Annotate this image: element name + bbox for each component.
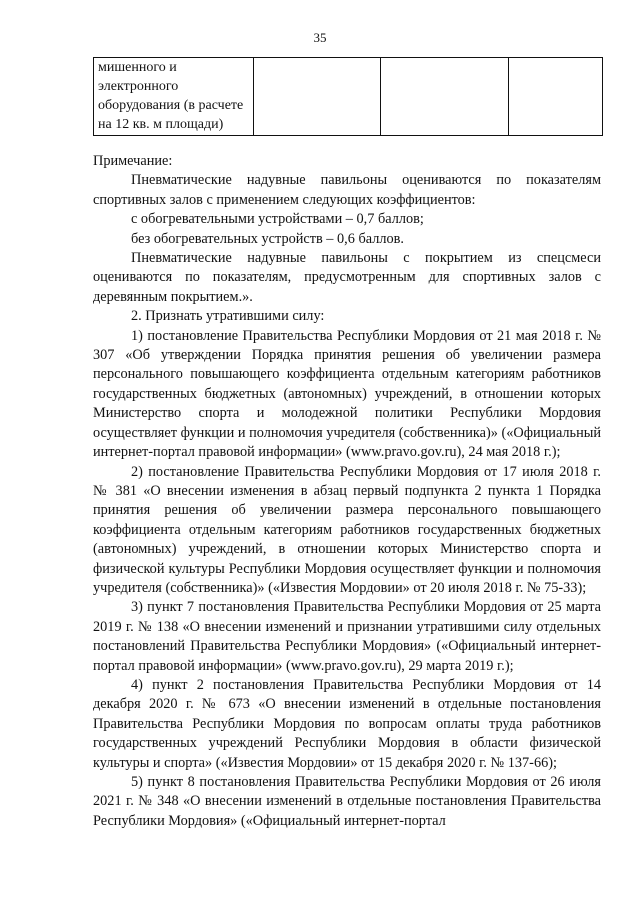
section-heading: 2. Признать утратившими силу: — [131, 308, 325, 325]
document-body — [93, 152, 601, 831]
table-row — [94, 58, 603, 136]
paragraph: с обогревательными устройствами – 0,7 баллов; — [131, 211, 424, 228]
continued-table — [93, 57, 603, 136]
paragraph: без обогревательных устройств – 0,6 баллов. — [131, 230, 404, 247]
paragraph: Пневматические надувные павильоны оцениваются по показателям спортивных залов с применением следующих коэффициентов: — [93, 172, 601, 208]
page-number: 35 — [313, 30, 327, 45]
list-item: 5) пункт 8 постановления Правительства Республики Мордовия от 26 июля 2021 г. № 348 «О внесении изменений в отдельные постановления Правительства Республики Мордовия» («Официальный интернет-портал — [93, 774, 601, 829]
list-item: 2) постановление Правительства Республики Мордовия от 17 июля 2018 г. № 381 «О внесении изменения в абзац первый подпункта 2 пункта 1 Порядка принятия решения об увеличении размера персонального повышающего коэффициента отдельным категориям работников государственных бюджетных (автономных) учреждений, в отношении которых Министерство спорта и физической культуры Республики Мордовия осуществляет функции и полномочия учредителя (собственника)» («Известия Мордовии» от 20 июля 2018 г. № 75-33); — [93, 463, 601, 596]
list-item: 4) пункт 2 постановления Правительства Республики Мордовия от 14 декабря 2020 г. № 673 «О внесении изменений в отдельные постановления Правительства Республики Мордовия по вопросам оплаты труда работников государственных учреждений Республики Мордовия в области физической культуры и спорта» («Известия Мордовии» от 15 декабря 2020 г. № 137-66); — [93, 676, 601, 771]
list-item: 3) пункт 7 постановления Правительства Республики Мордовия от 25 марта 2019 г. № 138 «О внесении изменений и признании утратившими силу отдельных постановлений Правительства Республики Мордовия» («Официальный интернет-портал правовой информации» (www.pravo.gov.ru), 29 марта 2019 г.); — [93, 599, 601, 674]
table-cell — [254, 58, 381, 136]
table-cell — [509, 58, 603, 136]
paragraph: Пневматические надувные павильоны с покрытием из спецсмеси оцениваются по показателям, предусмотренным для спортивных залов с деревянным покрытием.». — [93, 250, 601, 305]
list-item: 1) постановление Правительства Республики Мордовия от 21 мая 2018 г. № 307 «Об утверждении Порядка принятия решения об увеличении размера персонального повышающего коэффициента отдельным категориям работников государственных бюджетных (автономных) учреждений, в отношении которых Министерство спорта и молодежной политики Республики Мордовия осуществляет функции и полномочия учредителя (собственника)» («Официальный интернет-портал правовой информации» (www.pravo.gov.ru), 24 мая 2018 г.); — [93, 327, 601, 461]
note-label: Примечание: — [93, 153, 173, 169]
table-cell — [381, 58, 509, 136]
table-cell-description: мишенного и электронного оборудования (в расчете на 12 кв. м площади) — [94, 58, 254, 136]
